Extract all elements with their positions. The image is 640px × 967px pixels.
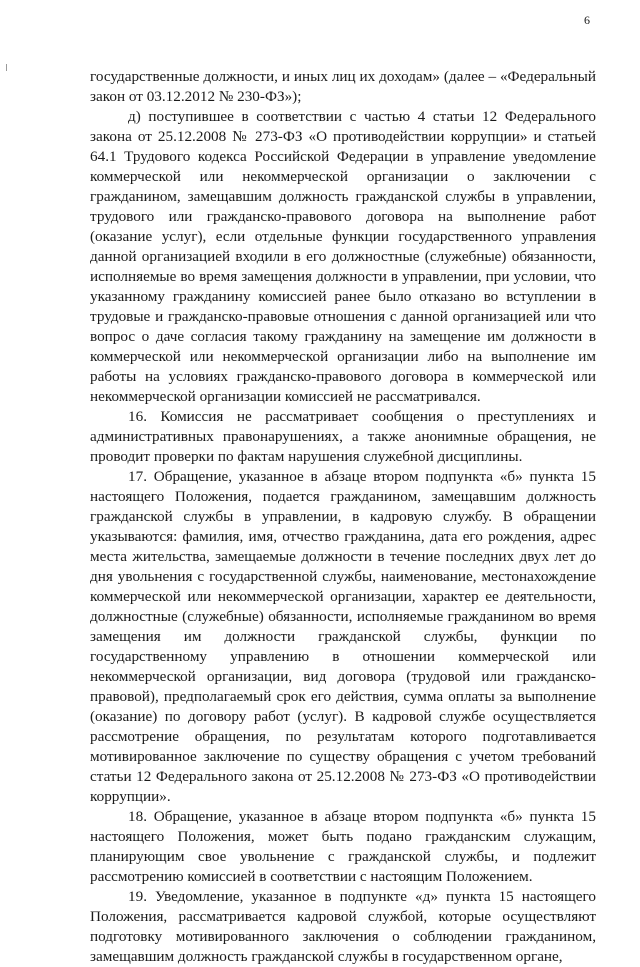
- paragraph-continuation: государственные должности, и иных лиц их доходам» (далее – «Федеральный закон от 03.12.2012 № 230-ФЗ»);: [90, 68, 596, 105]
- paragraph-item-17: 17. Обращение, указанное в абзаце втором подпункта «б» пункта 15 настоящего Положения, подается гражданином, замещавшим должность гражданской службы в управлении, в кадровую службу. В обращении указываются: фамилия, имя, отчество гражданина, дата его рождения, адрес места жительства, замещаемые должности в течение последних двух лет до дня увольнения с государственной службы, наименование, местонахождение коммерческой или некоммерческой организации, характер ее деятельности, должностные (служебные) обязанности, исполняемые гражданином во время замещения им должности гражданской службы, функции по государственному управлению в отношении коммерческой или некоммерческой организации, вид договора (трудовой или гражданско-правовой), предполагаемый срок его действия, сумма оплаты за выполнение (оказание) по договору работ (услуг). В кадровой службе осуществляется рассмотрение обращения, по результатам которого подготавливается мотивированное заключение по существу обращения с учетом требований статьи 12 Федерального закона от 25.12.2008 № 273-ФЗ «О противодействии коррупции».: [90, 468, 596, 805]
- scan-mark: [6, 64, 7, 71]
- document-body: [90, 67, 596, 967]
- paragraph-item-18: 18. Обращение, указанное в абзаце втором подпункта «б» пункта 15 настоящего Положения, может быть подано гражданским служащим, планирующим свое увольнение с гражданской службы, и подлежит рассмотрению комиссией в соответствии с настоящим Положением.: [90, 808, 596, 885]
- paragraph-item-19: 19. Уведомление, указанное в подпункте «д» пункта 15 настоящего Положения, рассматривается кадровой службой, которые осуществляют подготовку мотивированного заключения о соблюдении гражданином, замещавшим должность гражданской службы в государственном органе,: [90, 888, 596, 965]
- paragraph-subitem-d: д) поступившее в соответствии с частью 4 статьи 12 Федерального закона от 25.12.2008 № 273-ФЗ «О противодействии коррупции» и статьей 64.1 Трудового кодекса Российской Федерации в управление уведомление коммерческой или некоммерческой организации о заключении с гражданином, замещавшим должность гражданской службы в управлении, трудового или гражданско-правового договора на выполнение работ (оказание услуг), если отдельные функции государственного управления данной организацией входили в его должностные (служебные) обязанности, исполняемые во время замещения должности в управлении, при условии, что указанному гражданину комиссией ранее было отказано во вступлении в трудовые и гражданско-правовые отношения с данной организацией или что вопрос о даче согласия такому гражданину на замещение им должности в коммерческой или некоммерческой организации либо на выполнение им работы на условиях гражданско-правового договора в коммерческой или некоммерческой организации комиссией не рассматривался.: [90, 108, 596, 405]
- paragraph-item-16: 16. Комиссия не рассматривает сообщения о преступлениях и административных правонарушениях, а также анонимные обращения, не проводит проверки по фактам нарушения служебной дисциплины.: [90, 408, 596, 465]
- page-number: 6: [584, 13, 590, 27]
